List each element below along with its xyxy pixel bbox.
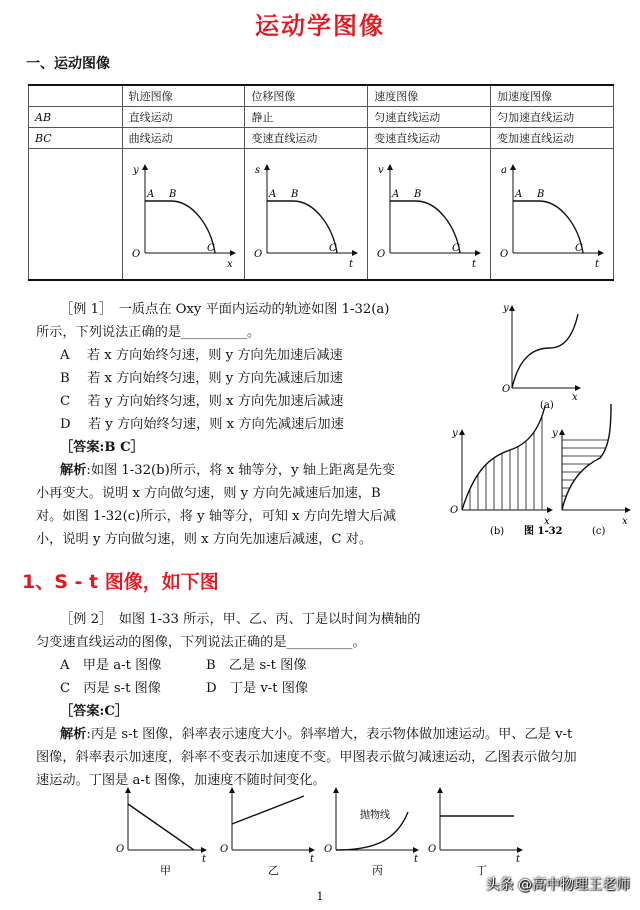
table-cell: BC [29,128,123,149]
example1-option-c: C 若 y 方向始终匀速，则 x 方向先加速后减速 [60,394,344,409]
svg-text:O: O [116,844,125,855]
svg-text:O: O [220,844,229,855]
section-heading-motion-images: 一、运动图像 [26,56,110,72]
svg-text:t: t [414,854,419,865]
origin-label: O [377,249,386,260]
plot-curve [513,201,583,253]
point-b-label: B [291,189,299,200]
origin-label: O [254,249,263,260]
graph-jia [116,788,207,877]
table-row [29,128,614,149]
example1-analysis-line: 解析:如图 1-32(b)所示，将 x 轴等分，y 轴上距离是先变 [60,463,396,478]
acceleration-plot [491,149,613,279]
table-cell: 变速直线运动 [368,128,491,149]
table-header-cell: 位移图像 [245,85,368,107]
x-axis-label: t [472,259,477,270]
example1-option-d: D 若 y 方向始终匀速，则 x 方向先减速后加速 [60,417,344,432]
example2-option-c: C 丙是 s-t 图像 [60,681,161,696]
example2-option-b: B 乙是 s-t 图像 [206,658,307,673]
page-number: 1 [316,890,324,903]
example2-intro-line2: 匀变速直线运动的图像，下列说法正确的是__________。 [36,635,366,650]
fig-b-caption: (b) [490,526,505,537]
table-cell: 变加速直线运动 [491,128,614,149]
point-a-label: A [146,189,154,200]
trajectory-plot-cell [122,149,245,281]
example2-analysis-line: 图像，斜率表示加速度，斜率不变表示加速度不变。甲图表示做匀减速运动，乙图表示做匀加 [36,750,577,765]
y-axis-label: v [378,165,384,176]
svg-text:t: t [516,854,521,865]
fig-c-caption: (c) [592,526,606,537]
figure-1-32-caption: 图 1-32 [524,526,563,537]
fig-b-y-label: y [452,428,458,439]
example2-analysis-label: 解析 [60,727,87,742]
figure-1-33 [110,782,530,882]
graph-bing [324,788,419,877]
table-plot-row [29,149,614,281]
graph-bing-label: 丙 [372,864,383,877]
point-c-label: C [575,243,583,254]
table-cell: 匀速直线运动 [368,107,491,128]
example1-option-a: A 若 x 方向始终匀速，则 y 方向先加速后减速 [60,348,343,363]
example2-intro: ［例 2］ 如图 1-33 所示，甲、乙、丙、丁是以时间为横轴的 [60,612,421,627]
x-axis-label: t [349,259,354,270]
y-axis-label: y [132,165,139,176]
example2-analysis-line: 速运动。丁图是 a-t 图像，加速度不随时间变化。 [36,773,326,788]
fig-c-y-label: y [552,428,558,439]
example1-intro-line2: 所示，下列说法正确的是__________。 [36,325,261,340]
table-cell: 变速直线运动 [245,128,368,149]
point-c-label: C [452,243,460,254]
point-b-label: B [168,189,176,200]
point-b-label: B [537,189,545,200]
graph-jia-label: 甲 [160,864,171,877]
graph-ding-label: 丁 [476,864,487,877]
origin-label: O [131,249,140,260]
svg-text:O: O [324,844,333,855]
watermark: 头条 @高中物理王老师 [485,877,630,893]
table-cell: 匀加速直线运动 [491,107,614,128]
x-axis-label: x [226,259,233,270]
figure-c [551,404,630,537]
motion-image-table [28,84,614,281]
graph-yi [220,788,315,877]
example1-answer: ［答案:B C］ [60,440,144,455]
table-row [29,107,614,128]
example2-analysis-line: 解析:丙是 s-t 图像，斜率表示速度大小。斜率增大，表示物体做加速运动。甲、乙是 v-t [60,727,573,742]
table-header-cell: 速度图像 [368,85,491,107]
example1-analysis-label: 解析 [60,463,87,478]
displacement-plot [245,149,367,279]
table-header-cell [29,85,123,107]
example2-option-a: A 甲是 a-t 图像 [60,658,162,673]
example1-analysis-line: 小再变大。说明 x 方向做匀速，则 y 方向先减速后加速，B [36,486,381,501]
example1-analysis-line: 对。如图 1-32(c)所示，将 y 轴等分，可知 x 方向先增大后减 [36,509,397,524]
point-a-label: A [269,189,277,200]
fig-a-x-label: x [572,392,578,403]
x-axis-label: t [595,259,600,270]
graph-yi-label: 乙 [268,864,279,877]
point-a-label: A [515,189,523,200]
fig-a-y-label: y [503,303,509,314]
fig-a-caption: (a) [540,400,554,411]
fig-a-origin: O [502,384,511,395]
table-cell-empty [29,149,123,281]
point-b-label: B [414,189,422,200]
example1-block [36,298,481,551]
velocity-plot-cell [368,149,491,281]
table-header-cell: 轨迹图像 [122,85,245,107]
table-cell: 直线运动 [122,107,245,128]
plot-curve [267,201,337,253]
origin-label: O [500,249,509,260]
example2-answer: ［答案:C］ [60,704,129,719]
displacement-plot-cell [245,149,368,281]
figure-b [450,396,552,537]
figure-a [502,303,580,411]
svg-text:O: O [428,844,437,855]
point-a-label: A [392,189,400,200]
table-cell: 曲线运动 [122,128,245,149]
example2-options-row [36,654,626,677]
y-axis-label: a [501,165,508,176]
parabola-label: 抛物线 [360,810,390,821]
plot-curve [145,201,215,253]
graph-ding [428,788,522,877]
example2-options-row [36,677,626,700]
table-cell: AB [29,107,123,128]
figure-1-32 [440,296,640,544]
y-axis-label: s [255,165,261,176]
example1-option-b: B 若 x 方向始终匀速，则 y 方向先减速后加速 [60,371,343,386]
svg-text:t: t [310,854,315,865]
table-header-cell: 加速度图像 [491,85,614,107]
point-c-label: C [206,243,215,254]
point-c-label: C [329,243,338,254]
fig-b-x-label: x [544,516,550,527]
fig-b-origin: O [450,505,459,516]
example1-intro: ［例 1］ 一质点在 Oxy 平面内运动的轨迹如图 1-32(a) [60,302,390,317]
example2-option-d: D 丁是 v-t 图像 [206,681,309,696]
example2-block [36,608,626,792]
fig-c-x-label: x [622,516,628,527]
acceleration-plot-cell [491,149,614,281]
velocity-plot [368,149,490,279]
trajectory-plot [123,149,245,279]
page-title: 运动学图像 [255,12,385,40]
table-cell: 静止 [245,107,368,128]
table-header-row [29,85,614,107]
example1-analysis-line: 小，说明 y 方向做匀速，则 x 方向先加速后减速，C 对。 [36,532,373,547]
svg-text:t: t [202,854,207,865]
plot-curve [390,201,460,253]
section-heading-st-graph: 1、S - t 图像，如下图 [22,571,219,593]
